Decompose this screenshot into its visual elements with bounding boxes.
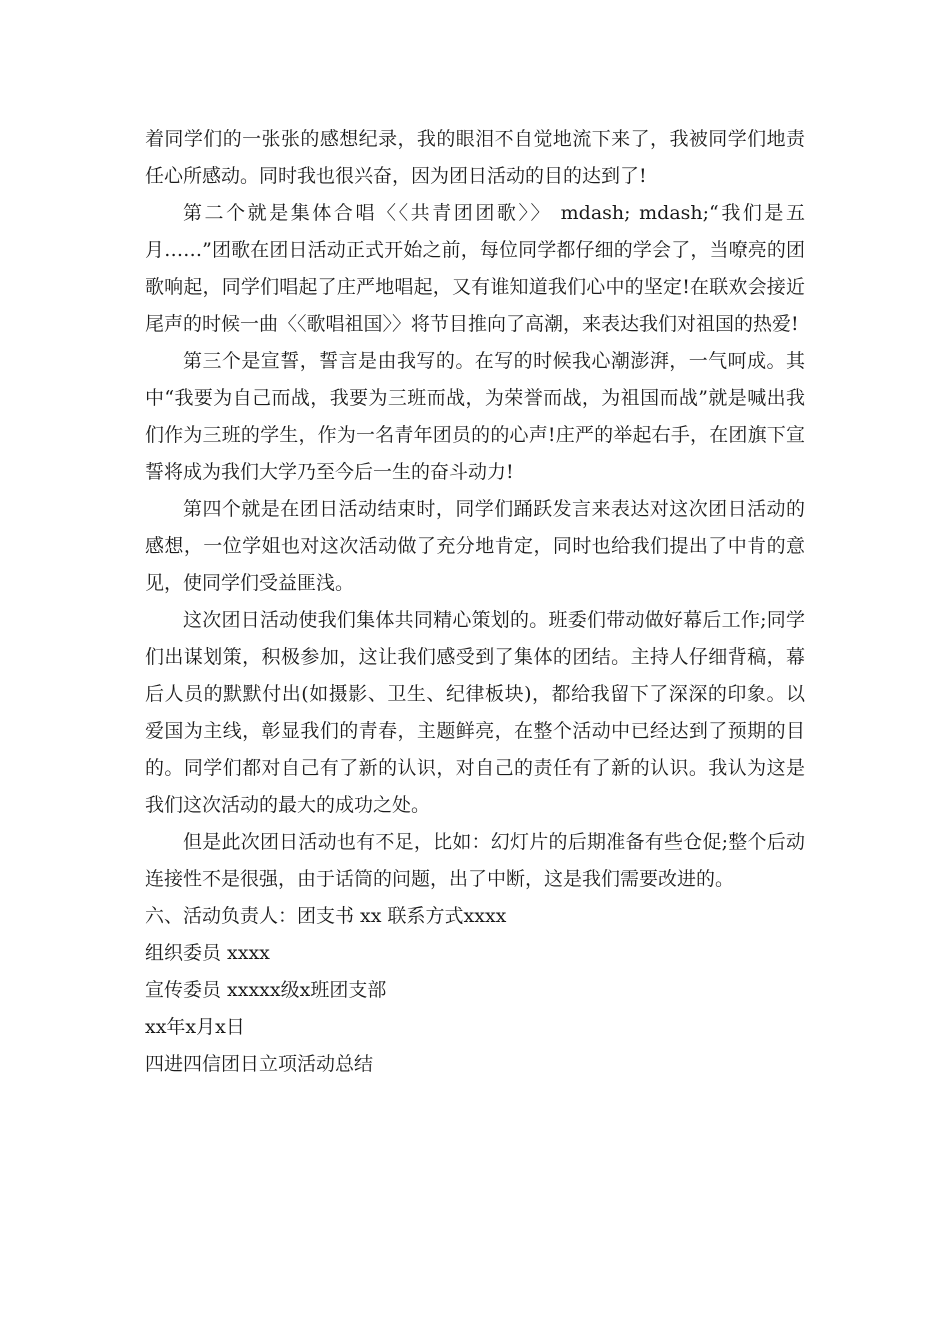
paragraph-chorus: 第二个就是集体合唱〈〈共青团团歌〉〉 mdash; mdash;“我们是五月……”团歌在团日活动正式开始之前，每位同学都仔细的学会了，当嘹亮的团歌响起，同学们唱起了庄严地唱起，又有谁知道我们心中的坚定!在联欢会接近尾声的时候一曲〈〈歌唱祖国〉〉将节目推向了高潮，来表达我们对祖国的热爱!: [145, 202, 805, 335]
closing-title-line: 四进四信团日立项活动总结: [145, 1053, 374, 1075]
paragraph-summary: 这次团日活动使我们集体共同精心策划的。班委们带动做好幕后工作;同学们出谋划策，积极参加，这让我们感受到了集体的团结。主持人仔细背稿，幕后人员的默默付出(如摄影、卫生、纪律板块)，都给我留下了深深的印象。以爱国为主线，彰显我们的青春，主题鲜亮，在整个活动中已经达到了预期的目的。同学们都对自己有了新的认识，对自己的责任有了新的认识。我认为这是我们这次活动的最大的成功之处。: [145, 609, 805, 816]
organization-committee-line: 组织委员 xxxx: [145, 942, 270, 964]
paragraph-continuation: 着同学们的一张张的感想纪录，我的眼泪不自觉地流下来了，我被同学们地责任心所感动。同时我也很兴奋，因为团日活动的目的达到了!: [145, 128, 805, 187]
document-body: [145, 121, 805, 1083]
responsible-person-line: 六、活动负责人：团支书 xx 联系方式xxxx: [145, 905, 507, 927]
paragraph-shortcomings: 但是此次团日活动也有不足，比如：幻灯片的后期准备有些仓促;整个后动连接性不是很强，由于话筒的问题，出了中断，这是我们需要改进的。: [145, 831, 805, 890]
date-line: xx年x月x日: [145, 1016, 245, 1038]
paragraph-feedback: 第四个就是在团日活动结束时，同学们踊跃发言来表达对这次团日活动的感想，一位学姐也对这次活动做了充分地肯定，同时也给我们提出了中肯的意见，使同学们受益匪浅。: [145, 498, 805, 594]
publicity-committee-line: 宣传委员 xxxxx级x班团支部: [145, 979, 387, 1001]
paragraph-oath: 第三个是宣誓，誓言是由我写的。在写的时候我心潮澎湃，一气呵成。其中“我要为自己而战，我要为三班而战，为荣誉而战，为祖国而战”就是喊出我们作为三班的学生，作为一名青年团员的的心声!庄严的举起右手，在团旗下宣誓将成为我们大学乃至今后一生的奋斗动力!: [145, 350, 805, 483]
